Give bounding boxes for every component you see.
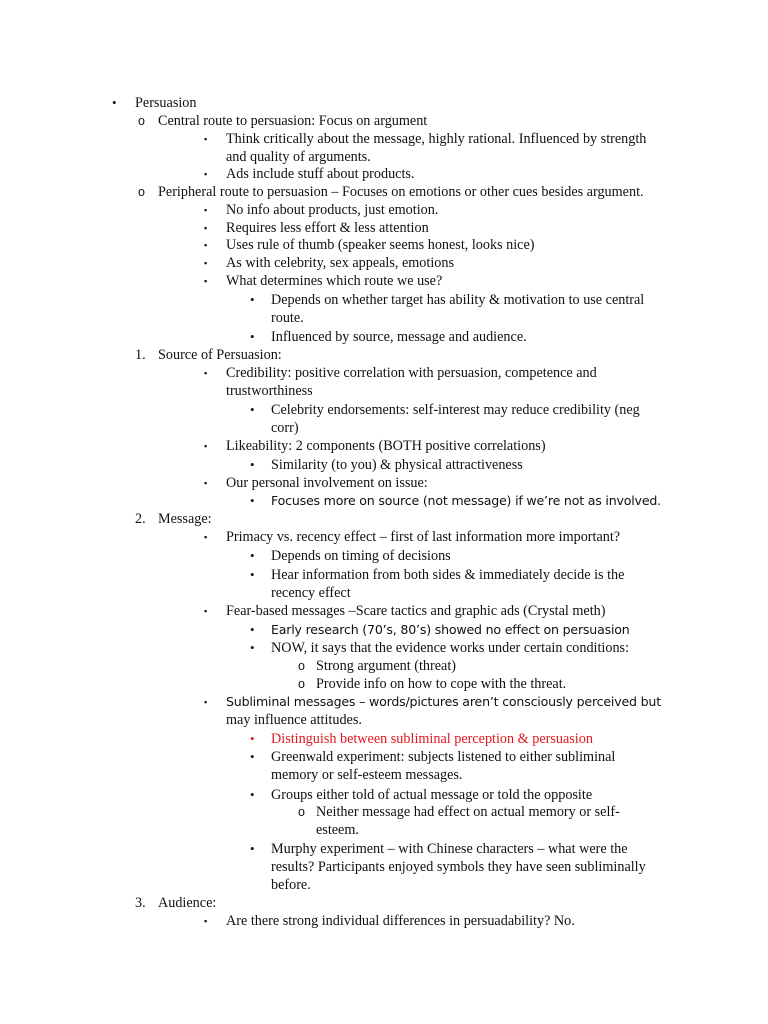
list-item-text: No info about products, just emotion. [226,202,439,218]
bullet-square-marker: ▪ [204,205,208,215]
highlighted-list-item-text: Distinguish between subliminal perception & persuasion [271,731,593,747]
list-item-text: Requires less effort & less attention [226,220,429,236]
list-item-text: Influenced by source, message and audience. [271,329,527,345]
list-item-text: esteem. [316,822,359,838]
list-item-text: Likeability: 2 components (BOTH positive correlations) [226,438,546,454]
list-item-text: route. [271,310,304,326]
bullet-disc-marker: • [250,749,255,764]
list-item-text: Are there strong individual differences in persuadability? No. [226,913,575,929]
list-item-text: recency effect [271,585,351,601]
bullet-square-marker: ▪ [204,276,208,286]
section-heading-audience: Audience: [158,895,217,911]
list-item-text: memory or self-esteem messages. [271,767,463,783]
list-item-text: Focuses more on source (not message) if we’re not as involved. [271,493,661,508]
bullet-square-marker: ▪ [204,258,208,268]
bullet-square-marker: ▪ [204,697,208,707]
list-item-text: corr) [271,420,299,436]
bullet-circle-marker: o [138,114,145,128]
bullet-disc-marker: • [250,493,255,508]
list-item-text: Strong argument (threat) [316,658,456,674]
list-item-text: Neither message had effect on actual memory or self- [316,804,620,820]
section-heading-source: Source of Persuasion: [158,347,282,363]
bullet-square-marker: ▪ [204,441,208,451]
bullet-disc-marker: • [250,402,255,417]
bullet-disc-marker: • [250,841,255,856]
list-number: 3. [135,895,146,911]
list-number: 1. [135,347,146,363]
bullet-square-marker: ▪ [204,240,208,250]
bullet-square-marker: ▪ [204,606,208,616]
list-item-text: Depends on whether target has ability & motivation to use central [271,292,645,308]
persuasion-heading: Persuasion [135,95,197,111]
bullet-circle-marker: o [298,677,305,691]
list-number: 2. [135,511,146,527]
bullet-square-marker: ▪ [204,532,208,542]
list-item-text: Greenwald experiment: subjects listened to either subliminal [271,749,616,765]
list-item-text: Groups either told of actual message or told the opposite [271,787,593,803]
bullet-circle-marker: o [298,805,305,819]
list-item-text: Early research (70’s, 80’s) showed no effect on persuasion [271,622,630,637]
list-item-text: What determines which route we use? [226,273,443,289]
list-item-text: Provide info on how to cope with the threat. [316,676,567,692]
list-item-text: and quality of arguments. [226,149,371,165]
bullet-disc-marker: • [250,640,255,655]
bullet-disc-marker: • [250,292,255,307]
list-item-text: Hear information from both sides & immediately decide is the [271,567,625,583]
list-item-text: Fear-based messages –Scare tactics and graphic ads (Crystal meth) [226,603,606,619]
list-item-text: Ads include stuff about products. [226,166,415,182]
bullet-square-marker: ▪ [204,916,208,926]
bullet-disc-marker: • [250,457,255,472]
bullet-disc-marker: • [112,95,117,110]
bullet-square-marker: ▪ [204,223,208,233]
list-item-text: Murphy experiment – with Chinese characters – what were the [271,841,628,857]
list-item-text: trustworthiness [226,383,313,399]
list-item-text: may influence attitudes. [226,712,362,728]
section-heading-message: Message: [158,511,212,527]
peripheral-route-label: Peripheral route to persuasion – Focuses on emotions or other cues besides argument. [158,184,644,200]
bullet-disc-marker: • [250,548,255,563]
bullet-square-marker: ▪ [204,134,208,144]
bullet-circle-marker: o [298,659,305,673]
list-item-text: results? Participants enjoyed symbols they have seen subliminally [271,859,646,875]
list-item-text: Think critically about the message, highly rational. Influenced by strength [226,131,647,147]
list-item-text: Primacy vs. recency effect – first of last information more important? [226,529,621,545]
list-item-text: Subliminal messages – words/pictures aren’t consciously perceived but [226,694,661,709]
bullet-disc-marker: • [250,567,255,582]
bullet-disc-marker: • [250,622,255,637]
list-item-text: Credibility: positive correlation with persuasion, competence and [226,365,597,381]
list-item-text: NOW, it says that the evidence works under certain conditions: [271,640,630,656]
list-item-text: As with celebrity, sex appeals, emotions [226,255,454,271]
list-item-text: Our personal involvement on issue: [226,475,428,491]
bullet-circle-marker: o [138,185,145,199]
list-item-text: Depends on timing of decisions [271,548,451,564]
list-item-text: Celebrity endorsements: self-interest may reduce credibility (neg [271,402,640,418]
list-item-text: before. [271,877,311,893]
bullet-square-marker: ▪ [204,169,208,179]
bullet-disc-marker: • [250,731,255,746]
list-item-text: Similarity (to you) & physical attractiveness [271,457,523,473]
bullet-square-marker: ▪ [204,478,208,488]
central-route-label: Central route to persuasion: Focus on argument [158,113,428,129]
bullet-disc-marker: • [250,787,255,802]
bullet-disc-marker: • [250,329,255,344]
bullet-square-marker: ▪ [204,368,208,378]
list-item-text: Uses rule of thumb (speaker seems honest, looks nice) [226,237,535,253]
